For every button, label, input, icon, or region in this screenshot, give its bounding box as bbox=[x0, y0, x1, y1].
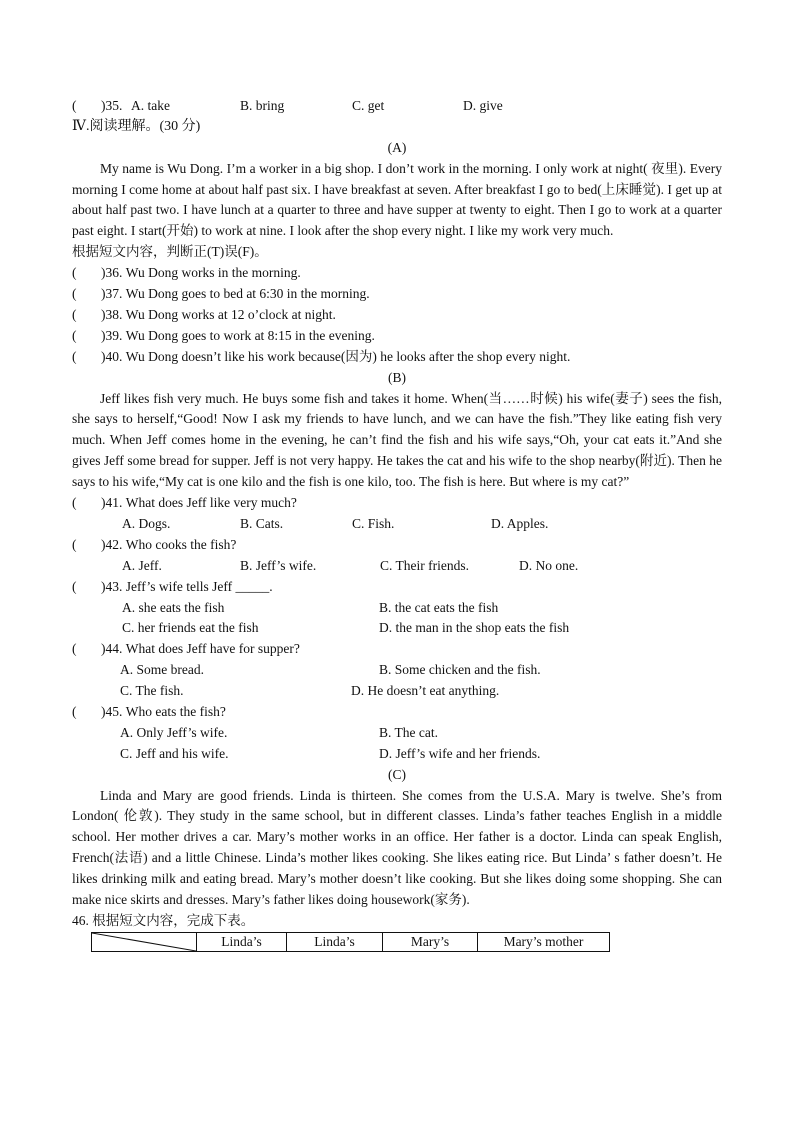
option-a: A. she eats the fish bbox=[122, 599, 225, 615]
question-42-options bbox=[72, 556, 722, 577]
info-table bbox=[91, 932, 610, 952]
passage-a-text: My name is Wu Dong. I’m a worker in a big shop. I don’t work in the morning. I only work at night( 夜里). Every morning I come home at about half past six. I have breakfast at seven. After breakfast I go to bed(上床睡觉). I get up at about half past two. I have lunch at a quarter to three and have supper at twenty to eight. Then I go to work at a quarter past eight. I start(开始) to work at nine. I look after the shop every night. I like my work very much. bbox=[72, 160, 722, 239]
diagonal-header-cell bbox=[92, 932, 197, 951]
question-39: ( )39. Wu Dong goes to work at 8:15 in the evening. bbox=[72, 327, 375, 343]
table-wrapper bbox=[72, 932, 722, 956]
passage-b-label: (B) bbox=[388, 369, 406, 385]
option-d: D. He doesn’t eat anything. bbox=[351, 683, 500, 699]
option-a: A. Only Jeff’s wife. bbox=[120, 724, 228, 740]
option-b: B. Cats. bbox=[240, 515, 284, 531]
question-45: ( )45. Who eats the fish? bbox=[72, 703, 226, 719]
option-c: C. Jeff and his wife. bbox=[120, 745, 229, 761]
option-d: D. the man in the shop eats the fish bbox=[379, 620, 570, 636]
question-41-options bbox=[72, 514, 722, 535]
option-d: D. Apples. bbox=[491, 515, 549, 531]
option-b: B. Some chicken and the fish. bbox=[379, 662, 541, 678]
option-a: A. Dogs. bbox=[122, 515, 171, 531]
option-c: C. Their friends. bbox=[380, 557, 469, 573]
option-d: D. give bbox=[463, 98, 503, 113]
header-cell: Linda’s bbox=[287, 932, 383, 951]
passage-c-text: Linda and Mary are good friends. Linda is thirteen. She comes from the U.S.A. Mary is twelve. She’s from London( 伦敦). They study in the same school, but in different classes. Linda’s father teaches English in a middle school. Her mother drives a car. Mary’s mother works in an office. Her father is a doctor. Linda can speak English, French(法语) and a little Chinese. Linda’s mother likes cooking. She likes eating rice. But Linda’ s father doesn’t. He likes drinking milk and eating bread. Mary’s mother doesn’t like cooking. But she likes doing some shopping. She can make nice skirts and dresses. Mary’s father likes doing housework(家务). bbox=[72, 787, 722, 908]
question-43: ( )43. Jeff’s wife tells Jeff _____. bbox=[72, 578, 273, 594]
table-instruction: 46. 根据短文内容，完成下表。 bbox=[72, 912, 255, 928]
option-c: C. her friends eat the fish bbox=[122, 620, 259, 636]
option-b: B. Jeff’s wife. bbox=[240, 557, 317, 573]
question-37: ( )37. Wu Dong goes to bed at 6:30 in the morning. bbox=[72, 286, 370, 302]
section-title: Ⅳ.阅读理解。(30 分) bbox=[72, 118, 201, 134]
answer-paren-open: ( bbox=[72, 98, 77, 113]
option-a: A. take bbox=[131, 98, 170, 113]
header-cell: Mary’s mother bbox=[478, 932, 610, 951]
option-a: A. Some bread. bbox=[120, 662, 204, 678]
question-44-options-ab bbox=[72, 660, 722, 681]
question-number: )35. bbox=[101, 98, 123, 113]
question-42: ( )42. Who cooks the fish? bbox=[72, 536, 237, 552]
option-c: C. get bbox=[352, 98, 385, 113]
option-d: D. Jeff’s wife and her friends. bbox=[379, 745, 541, 761]
header-cell: Linda’s bbox=[197, 932, 287, 951]
question-44: ( )44. What does Jeff have for supper? bbox=[72, 641, 300, 657]
question-36: ( )36. Wu Dong works in the morning. bbox=[72, 265, 301, 281]
question-43-options-ab bbox=[72, 598, 722, 619]
passage-a-label: (A) bbox=[387, 139, 407, 155]
question-44-options-cd bbox=[72, 681, 722, 702]
option-b: B. bring bbox=[240, 98, 285, 113]
table-header-row bbox=[92, 932, 610, 951]
tf-instruction: 根据短文内容，判断正(T)误(F)。 bbox=[72, 244, 268, 260]
question-45-options-ab bbox=[72, 723, 722, 744]
exam-page bbox=[72, 96, 722, 956]
header-cell: Mary’s bbox=[383, 932, 478, 951]
question-45-options-cd bbox=[72, 744, 722, 765]
option-c: C. The fish. bbox=[120, 683, 184, 699]
option-d: D. No one. bbox=[519, 557, 579, 573]
option-a: A. Jeff. bbox=[122, 557, 162, 573]
passage-b-text: Jeff likes fish very much. He buys some fish and takes it home. When(当……时候) his wife(妻子) sees the fish, she says to herself,“Good! Now I ask my friends to have lunch, and we can have the fish.”They like eating fish very much. When Jeff comes home in the evening, he can’t find the fish and his wife says,“Oh, your cat eats it.”And she gives Jeff some bread for supper. Jeff is not very happy. He takes the cat and his wife to the shop nearby(附近). Then he says to his wife,“My cat is one kilo and the fish is one kilo, too. The fish is here. But where is my cat?” bbox=[72, 390, 722, 490]
question-35 bbox=[72, 96, 722, 117]
passage-c-label: (C) bbox=[388, 766, 406, 782]
question-43-options-cd bbox=[72, 618, 722, 639]
option-c: C. Fish. bbox=[352, 515, 395, 531]
question-41: ( )41. What does Jeff like very much? bbox=[72, 495, 297, 511]
question-40: ( )40. Wu Dong doesn’t like his work because(因为) he looks after the shop every night. bbox=[72, 348, 571, 364]
option-b: B. the cat eats the fish bbox=[379, 599, 499, 615]
diagonal-line bbox=[92, 933, 196, 951]
question-38: ( )38. Wu Dong works at 12 o’clock at night. bbox=[72, 306, 336, 322]
option-b: B. The cat. bbox=[379, 724, 438, 740]
